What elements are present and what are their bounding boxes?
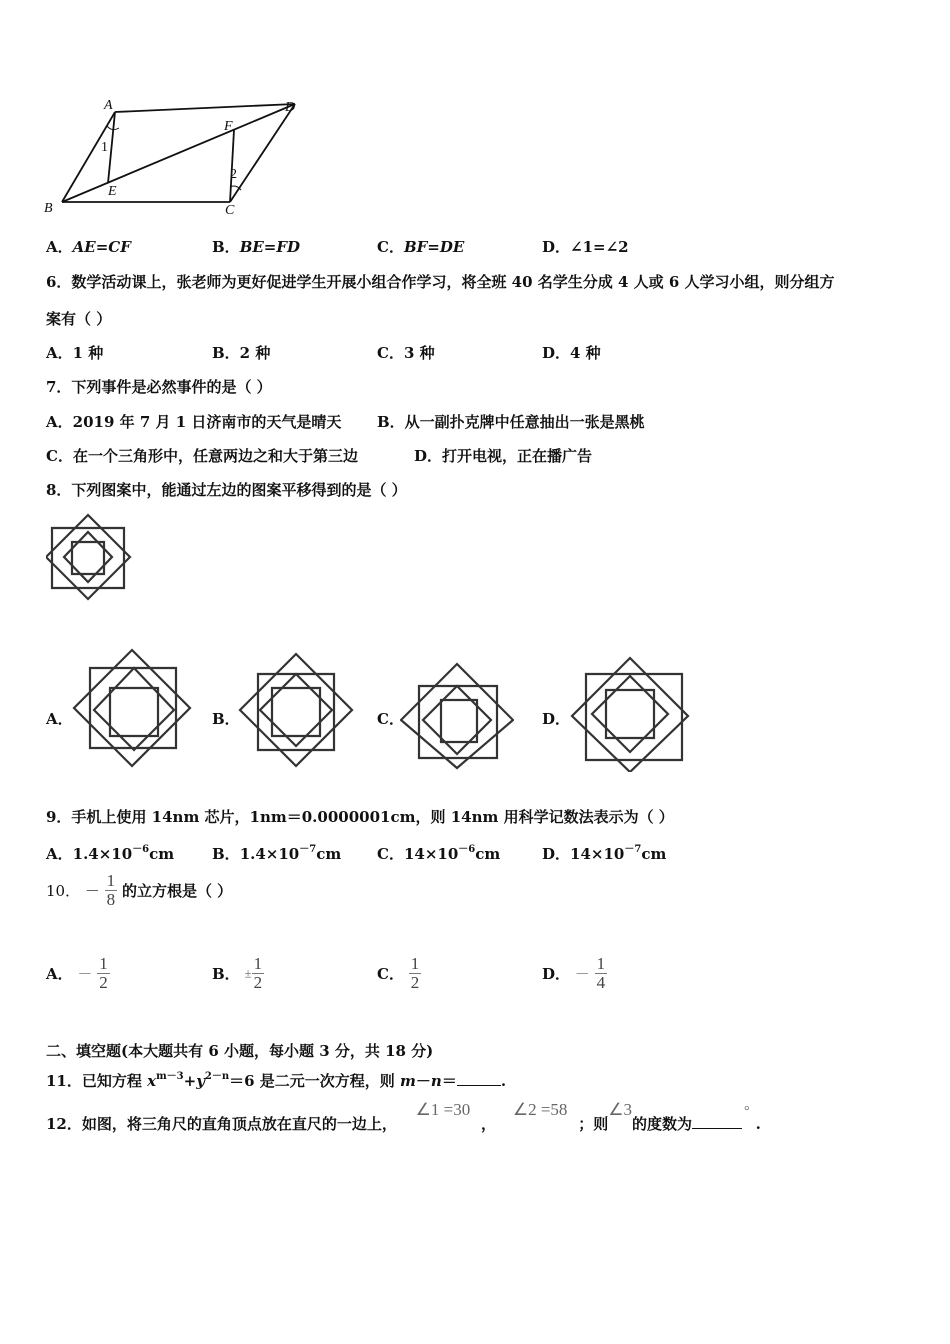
option-text: BF=DE	[403, 238, 465, 256]
denominator: 2	[253, 972, 263, 992]
option-letter: D．	[542, 964, 571, 983]
option-exponent: －6	[458, 844, 476, 855]
q5-option-c[interactable]	[377, 236, 464, 257]
q12-prefix: 12．如图，将三角尺的直角顶点放在直尺的一边上，	[46, 1115, 397, 1133]
separator: ，	[481, 1115, 497, 1133]
q12-end: .	[755, 1115, 761, 1133]
option-text: BE=FD	[239, 238, 301, 256]
option-letter: B．	[212, 845, 240, 863]
x-exponent: m－3	[156, 1071, 184, 1082]
option-text: AE=CF	[72, 238, 131, 256]
fraction	[595, 955, 608, 992]
q6-stem-line1: 6．数学活动课上，张老师为更好促进学生开展小组合作学习，将全班 40 名学生分成 4 人或 6 人学习小组，则分组方	[46, 273, 835, 291]
y-exponent: 2－n	[204, 1071, 230, 1082]
angle-3-label: ∠3	[608, 1100, 632, 1119]
option-letter: A．	[46, 845, 73, 863]
q11-prefix: 11．已知方程	[46, 1072, 148, 1090]
option-exponent: －7	[624, 844, 642, 855]
q5-option-d[interactable]	[542, 236, 629, 257]
question-number: 10．	[46, 881, 81, 900]
q7-stem: 7．下列事件是必然事件的是（ ）	[46, 378, 272, 396]
fraction	[97, 955, 110, 992]
minus-sign: －	[84, 881, 100, 900]
option-letter: A．	[46, 238, 73, 256]
option-unit: cm	[641, 845, 667, 863]
q12-suffix: 的度数为	[631, 1115, 692, 1133]
q10-stem	[46, 872, 232, 909]
option-unit: cm	[316, 845, 342, 863]
option-base: 14×10	[403, 845, 459, 863]
answer-blank[interactable]	[457, 1071, 501, 1086]
angle-2-value: ∠2 =58	[512, 1100, 568, 1119]
q10-suffix: 的立方根是（ ）	[121, 881, 233, 900]
q8-option-d[interactable]: D．	[542, 710, 571, 728]
q6-stem-line2: 案有（ ）	[46, 310, 112, 328]
option-base: 1.4×10	[72, 845, 133, 863]
equals-sign: ＝	[441, 1072, 457, 1090]
option-exponent: －7	[299, 844, 317, 855]
q5-option-b[interactable]	[212, 236, 300, 257]
option-base: 1.4×10	[239, 845, 300, 863]
denominator: 2	[410, 972, 420, 992]
degree-sign: °	[743, 1104, 750, 1119]
numerator: 1	[253, 954, 263, 973]
label-c: C	[225, 203, 235, 218]
numerator: 1	[99, 954, 108, 973]
option-letter: C．	[377, 964, 404, 983]
angle-1-value: ∠1 =30	[415, 1100, 471, 1119]
label-1: 1	[101, 140, 108, 155]
option-letter: B．	[212, 238, 240, 256]
q8-option-b[interactable]: B．	[212, 710, 240, 728]
fraction	[252, 955, 265, 992]
q11-suffix: ＝6 是二元一次方程，则	[229, 1072, 401, 1090]
plus-sign: +	[183, 1072, 197, 1090]
q8-option-c[interactable]: C．	[377, 710, 404, 728]
option-letter: C．	[377, 845, 404, 863]
q10-option-d[interactable]	[542, 955, 607, 992]
q10-option-a[interactable]	[46, 955, 110, 992]
q7-option-a[interactable]: A．2019 年 7 月 1 日济南市的天气是晴天	[46, 413, 342, 431]
q12-mid: ；则	[578, 1115, 609, 1133]
segment-ad	[115, 104, 295, 112]
option-base: 14×10	[570, 845, 625, 863]
numerator: 1	[596, 954, 606, 973]
fraction	[409, 955, 422, 992]
option-sign: －	[77, 966, 93, 983]
q9-option-a[interactable]	[46, 840, 174, 864]
denominator: 2	[99, 972, 108, 992]
var-n: n	[430, 1072, 442, 1090]
section-2-title: 二、填空题(本大题共有 6 小题，每小题 3 分，共 18 分)	[46, 1042, 434, 1060]
segment-dc	[230, 104, 295, 202]
q5-option-a[interactable]	[46, 236, 131, 257]
q10-option-b[interactable]	[212, 955, 264, 992]
q8-option-a-pattern[interactable]	[72, 648, 192, 768]
option-letter: D．	[542, 845, 571, 863]
numerator: 1	[410, 954, 420, 973]
option-letter: C．	[377, 238, 404, 256]
label-d: D	[285, 100, 296, 115]
label-f: F	[224, 119, 233, 134]
option-letter: A．	[46, 964, 73, 983]
q8-stem: 8．下列图案中，能通过左边的图案平移得到的是（ ）	[46, 481, 407, 499]
numerator: 1	[106, 871, 116, 890]
answer-blank[interactable]	[692, 1114, 742, 1129]
option-letter: D．	[542, 238, 571, 256]
parallelogram-figure	[40, 92, 310, 222]
q8-option-d-pattern[interactable]	[570, 656, 690, 772]
var-m: m	[400, 1072, 416, 1090]
q8-option-c-pattern[interactable]	[400, 662, 514, 770]
denominator: 8	[106, 889, 116, 909]
q9-option-c[interactable]	[377, 840, 500, 864]
q6-option-a[interactable]: A．1 种	[46, 344, 104, 362]
label-e: E	[108, 184, 117, 199]
minus-sign: －	[415, 1072, 431, 1090]
segment-fc	[230, 130, 234, 202]
var-x: x	[147, 1072, 157, 1090]
q7-option-d[interactable]: D．打开电视，正在播广告	[414, 447, 593, 465]
q7-option-b[interactable]: B．从一副扑克牌中任意抽出一张是黑桃	[377, 413, 645, 431]
q11-stem	[46, 1067, 506, 1091]
q6-option-c[interactable]: C．3 种	[377, 344, 435, 362]
q8-reference-pattern	[46, 512, 142, 608]
option-sign: －	[574, 966, 590, 983]
option-letter: B．	[212, 964, 240, 983]
option-unit: cm	[475, 845, 501, 863]
q9-option-b[interactable]	[212, 840, 341, 864]
option-text: ∠1=∠2	[570, 238, 629, 256]
option-unit: cm	[149, 845, 175, 863]
q7-option-c[interactable]: C．在一个三角形中，任意两边之和大于第三边	[46, 447, 358, 465]
label-a: A	[104, 98, 113, 113]
segment-bd	[62, 104, 295, 202]
q6-option-d[interactable]: D．4 种	[542, 344, 601, 362]
q12-stem	[46, 1100, 761, 1134]
option-exponent: －6	[132, 844, 150, 855]
q10-option-c[interactable]	[377, 955, 421, 992]
fraction	[105, 872, 118, 909]
label-b: B	[44, 201, 53, 216]
q9-stem: 9．手机上使用 14nm 芯片，1nm＝0.0000001cm，则 14nm 用科学记数法表示为（ ）	[46, 808, 674, 826]
option-sign: ±	[244, 965, 252, 981]
var-y: y	[196, 1072, 205, 1090]
q8-option-a[interactable]: A．	[46, 710, 73, 728]
q6-option-b[interactable]: B．2 种	[212, 344, 271, 362]
label-2: 2	[230, 167, 237, 182]
denominator: 4	[596, 972, 606, 992]
q8-option-b-pattern[interactable]	[238, 652, 354, 768]
q9-option-d[interactable]	[542, 840, 666, 864]
q11-end: .	[500, 1072, 507, 1090]
